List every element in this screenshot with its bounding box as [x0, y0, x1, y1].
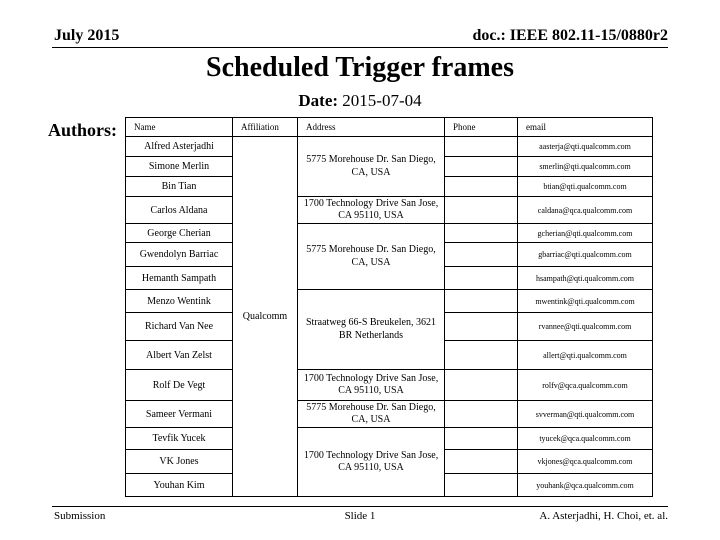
phone-cell [445, 267, 518, 290]
table-header-row [126, 118, 653, 137]
author-email: gcherian@qti.qualcomm.com [518, 224, 653, 243]
table-row [126, 224, 653, 243]
author-email: tyucek@qca.qualcomm.com [518, 428, 653, 450]
affiliation-cell: Qualcomm [233, 137, 298, 497]
col-header-phone: Phone [445, 118, 518, 137]
author-name: Simone Merlin [126, 157, 233, 177]
author-name: Carlos Aldana [126, 197, 233, 224]
address-cell: 1700 Technology Drive San Jose, CA 95110, USA [298, 197, 445, 224]
phone-cell [445, 450, 518, 474]
date-label: Date: [298, 91, 339, 110]
address-cell: Straatweg 66-S Breukelen, 3621 BR Netherlands [298, 290, 445, 370]
author-email: rvannee@qti.qualcomm.com [518, 313, 653, 341]
author-email: smerlin@qti.qualcomm.com [518, 157, 653, 177]
footer-authors: A. Asterjadhi, H. Choi, et. al. [539, 510, 668, 522]
author-name: George Cherian [126, 224, 233, 243]
address-cell: 5775 Morehouse Dr. San Diego, CA, USA [298, 224, 445, 290]
author-name: Gwendolyn Barriac [126, 243, 233, 267]
phone-cell [445, 290, 518, 313]
phone-cell [445, 197, 518, 224]
author-email: btian@qti.qualcomm.com [518, 177, 653, 197]
author-name: Tevfik Yucek [126, 428, 233, 450]
phone-cell [445, 313, 518, 341]
author-email: youhank@qca.qualcomm.com [518, 474, 653, 497]
col-header-email: email [518, 118, 653, 137]
author-email: vkjones@qca.qualcomm.com [518, 450, 653, 474]
header-doc-id: doc.: IEEE 802.11-15/0880r2 [472, 27, 668, 44]
date-line [0, 91, 720, 111]
table-row [126, 370, 653, 401]
phone-cell [445, 341, 518, 370]
phone-cell [445, 177, 518, 197]
address-cell: 1700 Technology Drive San Jose, CA 95110, USA [298, 370, 445, 401]
table-row [126, 137, 653, 157]
table-row [126, 401, 653, 428]
author-email: rolfv@qca.qualcomm.com [518, 370, 653, 401]
footer-divider [52, 506, 668, 507]
author-name: Sameer Vermani [126, 401, 233, 428]
header-date: July 2015 [54, 27, 120, 44]
col-header-address: Address [298, 118, 445, 137]
phone-cell [445, 401, 518, 428]
author-name: Youhan Kim [126, 474, 233, 497]
footer-slide-number: Slide 1 [344, 510, 376, 522]
table-row [126, 290, 653, 313]
author-name: Hemanth Sampath [126, 267, 233, 290]
address-cell: 1700 Technology Drive San Jose, CA 95110, USA [298, 428, 445, 497]
author-name: VK Jones [126, 450, 233, 474]
table-row [126, 428, 653, 450]
phone-cell [445, 243, 518, 267]
phone-cell [445, 428, 518, 450]
author-name: Menzo Wentink [126, 290, 233, 313]
author-email: caldana@qca.qualcomm.com [518, 197, 653, 224]
authors-label: Authors: [48, 120, 118, 140]
phone-cell [445, 137, 518, 157]
author-email: mwentink@qti.qualcomm.com [518, 290, 653, 313]
header-divider [52, 47, 668, 48]
author-email: aasterja@qti.qualcomm.com [518, 137, 653, 157]
address-cell: 5775 Morehouse Dr. San Diego, CA, USA [298, 137, 445, 197]
col-header-affiliation: Affiliation [233, 118, 298, 137]
author-name: Albert Van Zelst [126, 341, 233, 370]
phone-cell [445, 370, 518, 401]
author-name: Alfred Asterjadhi [126, 137, 233, 157]
author-name: Richard Van Nee [126, 313, 233, 341]
table-row [126, 197, 653, 224]
col-header-name: Name [126, 118, 233, 137]
author-name: Bin Tian [126, 177, 233, 197]
phone-cell [445, 474, 518, 497]
slide-title: Scheduled Trigger frames [206, 52, 514, 83]
phone-cell [445, 157, 518, 177]
phone-cell [445, 224, 518, 243]
author-name: Rolf De Vegt [126, 370, 233, 401]
authors-table [125, 117, 653, 497]
author-email: hsampath@qti.qualcomm.com [518, 267, 653, 290]
date-value: 2015-07-04 [342, 91, 422, 110]
author-email: gbarriac@qti.qualcomm.com [518, 243, 653, 267]
footer-submission: Submission [54, 510, 106, 522]
author-email: svverman@qti.qualcomm.com [518, 401, 653, 428]
address-cell: 5775 Morehouse Dr. San Diego, CA, USA [298, 401, 445, 428]
author-email: allert@qti.qualcomm.com [518, 341, 653, 370]
